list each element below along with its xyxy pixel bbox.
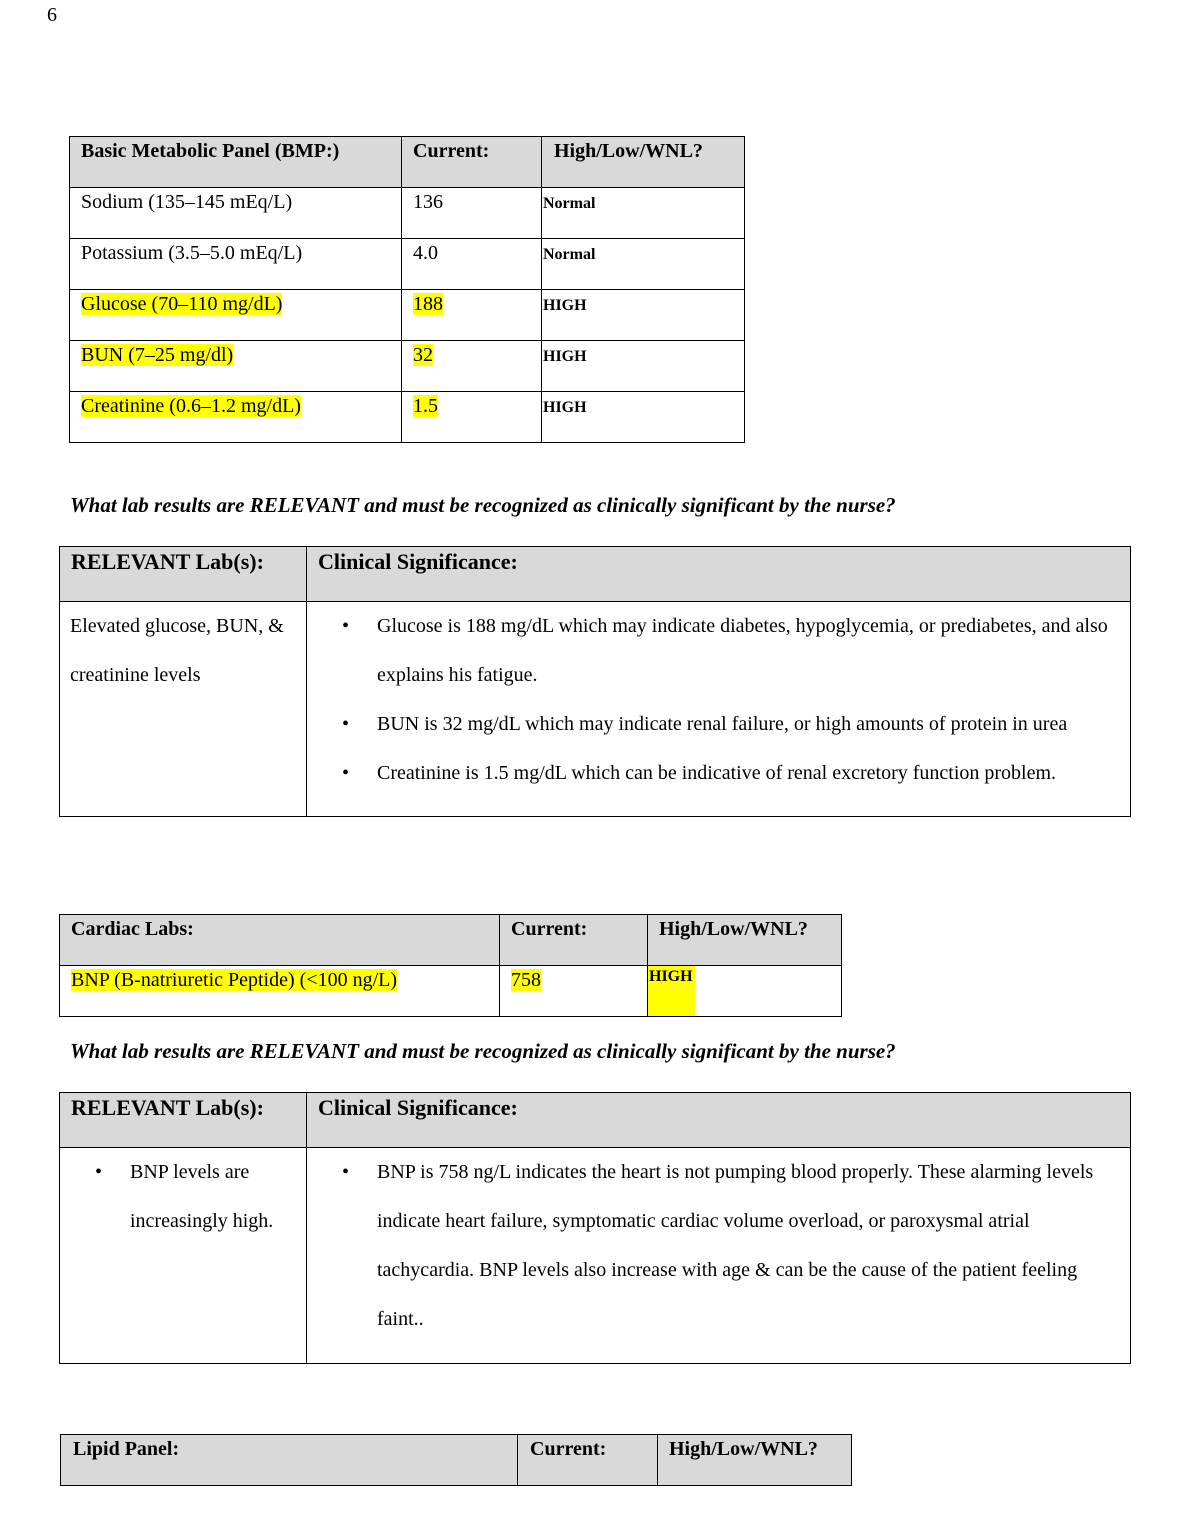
cardiac-table [59,914,842,1017]
list-item: • Glucose is 188 mg/dL which may indicate diabetes, hypoglycemia, or prediabetes, and also explains his fatigue. [307,602,1126,700]
table-row [70,341,745,392]
cardiac-header-current: Current: [500,915,648,966]
relevant-1-lab-text: Elevated glucose, BUN, & creatinine levels [60,602,307,817]
cardiac-header-status: High/Low/WNL? [648,915,842,966]
bmp-status-potassium: Normal [543,246,596,263]
bmp-test-bun: BUN (7–25 mg/dl) [81,344,234,366]
question-1: What lab results are RELEVANT and must be recognized as clinically significant by the nurse? [70,493,896,517]
relevant-2-header-significance: Clinical Significance: [307,1093,1131,1148]
list-item: • BNP levels are increasingly high. [60,1148,298,1246]
table-row [70,290,745,341]
relevant-2-header-lab: RELEVANT Lab(s): [60,1093,307,1148]
page-number: 6 [47,4,57,26]
bmp-header-test: Basic Metabolic Panel (BMP:) [70,137,402,188]
bmp-test-glucose: Glucose (70–110 mg/dL) [81,293,283,315]
list-item: • BNP is 758 ng/L indicates the heart is not pumping blood properly. These alarming levels indicate heart failure, symptomatic cardiac volume overload, or paroxysmal atrial tachycardia. BNP levels also increase with age & can be the cause of the patient feeling faint.. [307,1148,1120,1344]
cardiac-test-bnp: BNP (B-natriuretic Peptide) (<100 ng/L) [71,969,398,991]
bmp-value-creatinine: 1.5 [413,395,438,417]
table-row [70,392,745,443]
lipid-header-test: Lipid Panel: [61,1435,518,1486]
list-item: • BUN is 32 mg/dL which may indicate renal failure, or high amounts of protein in urea [307,700,1126,749]
bmp-status-bun: HIGH [543,348,587,365]
bmp-status-sodium: Normal [543,195,596,212]
table-row [60,966,842,1017]
cardiac-header-test: Cardiac Labs: [60,915,500,966]
cardiac-value-bnp: 758 [511,969,541,991]
lipid-header-status: High/Low/WNL? [658,1435,852,1486]
bmp-value-glucose: 188 [413,293,443,315]
bmp-status-glucose: HIGH [543,297,587,314]
bmp-table [69,136,745,443]
lipid-table [60,1434,852,1486]
bmp-value-bun: 32 [413,344,433,366]
bmp-status-creatinine: HIGH [543,399,587,416]
question-2: What lab results are RELEVANT and must be recognized as clinically significant by the nurse? [70,1039,896,1063]
relevant-1-significance-list [307,602,1126,798]
bmp-value-sodium: 136 [413,191,443,213]
lipid-header-current: Current: [518,1435,658,1486]
cardiac-status-bnp: HIGH [648,966,695,1016]
relevant-1-header-lab: RELEVANT Lab(s): [60,547,307,602]
bmp-test-sodium: Sodium (135–145 mEq/L) [81,191,293,213]
bmp-test-creatinine: Creatinine (0.6–1.2 mg/dL) [81,395,301,417]
bmp-header-status: High/Low/WNL? [542,137,745,188]
relevant-table-2 [59,1092,1131,1364]
table-row [70,239,745,290]
relevant-2-lab-list [60,1148,298,1246]
bmp-header-current: Current: [402,137,542,188]
relevant-2-significance-list [307,1148,1120,1344]
relevant-1-header-significance: Clinical Significance: [307,547,1131,602]
bmp-test-potassium: Potassium (3.5–5.0 mEq/L) [81,242,303,264]
bmp-value-potassium: 4.0 [413,242,438,264]
relevant-table-1 [59,546,1131,817]
table-row [70,188,745,239]
list-item: • Creatinine is 1.5 mg/dL which can be indicative of renal excretory function problem. [307,749,1126,798]
